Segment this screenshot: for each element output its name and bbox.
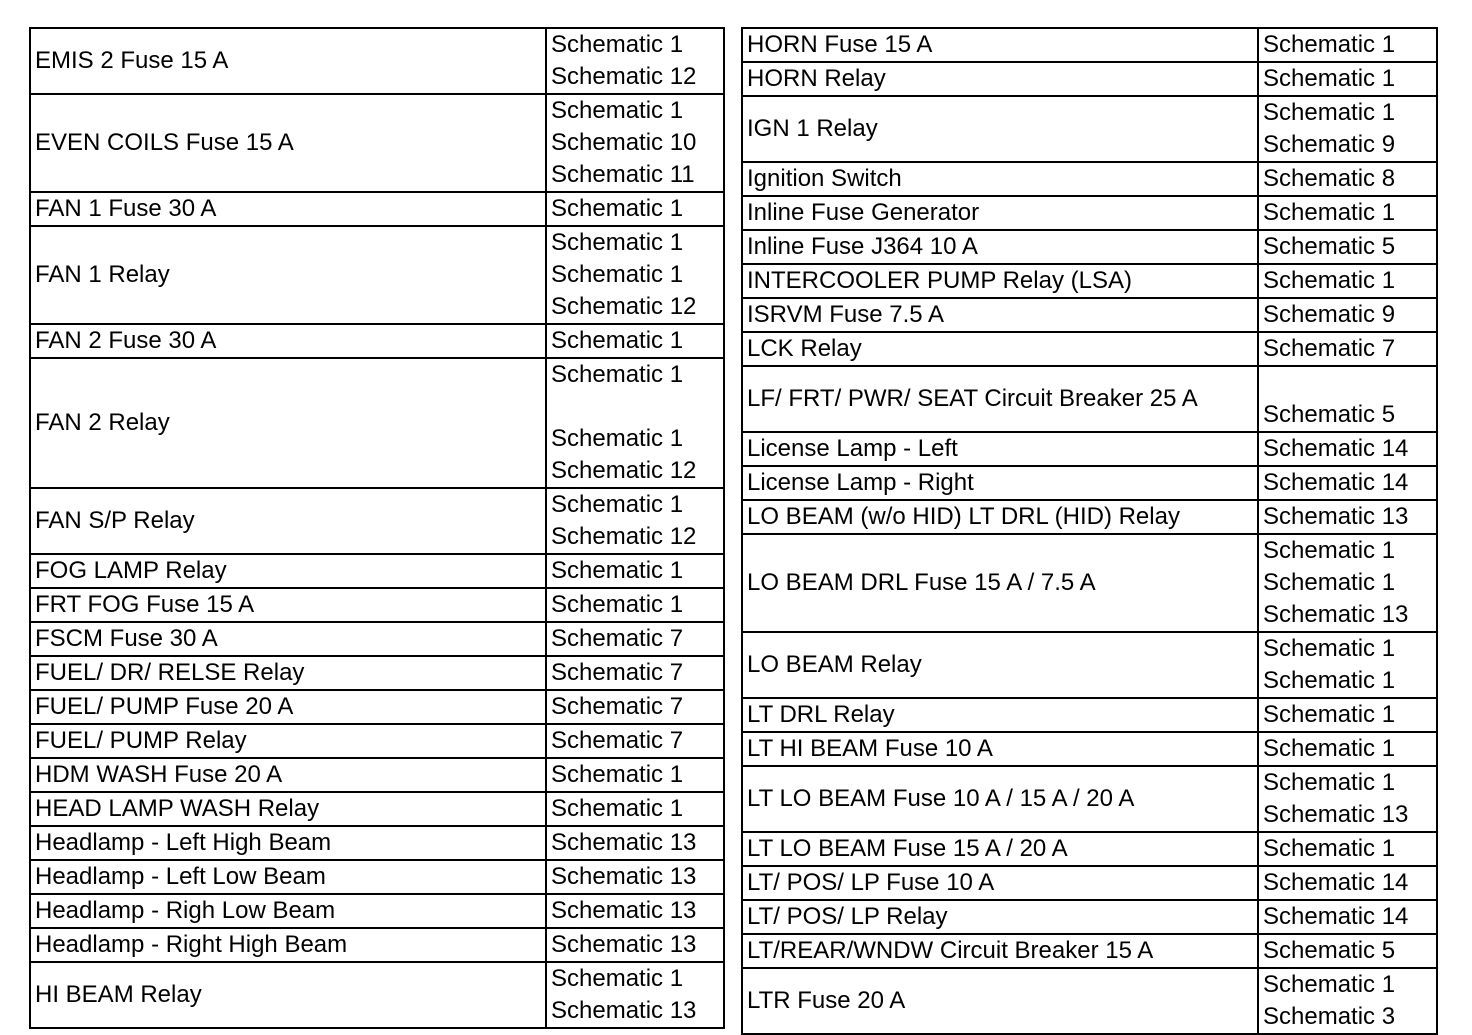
schematic-ref: Schematic 14 [1263,903,1409,930]
schematic-ref: Schematic 5 [1263,937,1396,964]
component-name: ISRVM Fuse 7.5 A [742,298,1258,332]
schematic-ref: Schematic 12 [551,457,697,484]
component-name: LT HI BEAM Fuse 10 A [742,732,1258,766]
component-name: IGN 1 Relay [742,96,1258,162]
schematic-ref: Schematic 1 [551,491,684,518]
schematic-ref: Schematic 1 [1263,667,1396,694]
component-name: Headlamp - Left High Beam [30,826,546,860]
table-row [30,860,724,894]
schematic-refs [546,94,724,192]
schematic-refs [1258,466,1437,500]
schematic-refs [546,488,724,554]
schematic-ref: Schematic 5 [1263,401,1396,428]
schematic-ref: Schematic 3 [1263,1003,1396,1030]
schematic-refs [1258,866,1437,900]
schematic-refs [546,758,724,792]
table-row [742,264,1437,298]
schematic-refs [546,724,724,758]
component-name: HORN Fuse 15 A [742,28,1258,62]
schematic-ref: Schematic 1 [551,591,684,618]
component-name: FRT FOG Fuse 15 A [30,588,546,622]
schematic-refs [1258,766,1437,832]
component-name: HDM WASH Fuse 20 A [30,758,546,792]
left-component-table [29,27,725,1029]
schematic-refs [546,588,724,622]
schematic-ref: Schematic 1 [1263,199,1396,226]
table-row [742,866,1437,900]
schematic-ref: Schematic 7 [1263,335,1396,362]
schematic-ref: Schematic 1 [1263,31,1396,58]
right-component-table [741,27,1438,1035]
component-name: Headlamp - Right High Beam [30,928,546,962]
table-row [742,466,1437,500]
table-row [30,358,724,488]
table-row [742,934,1437,968]
component-name: FUEL/ PUMP Fuse 20 A [30,690,546,724]
schematic-refs [546,860,724,894]
schematic-ref: Schematic 7 [551,693,684,720]
table-row [30,622,724,656]
component-name: FUEL/ DR/ RELSE Relay [30,656,546,690]
schematic-ref: Schematic 12 [551,63,697,90]
table-row [30,588,724,622]
component-name: Headlamp - Left Low Beam [30,860,546,894]
component-name: HI BEAM Relay [30,962,546,1028]
table-row [30,894,724,928]
schematic-ref: Schematic 1 [551,965,684,992]
component-name: LO BEAM Relay [742,632,1258,698]
table-row [30,324,724,358]
schematic-refs [546,622,724,656]
component-name: LF/ FRT/ PWR/ SEAT Circuit Breaker 25 A [742,366,1258,432]
schematic-ref: Schematic 1 [1263,735,1396,762]
component-name: LO BEAM (w/o HID) LT DRL (HID) Relay [742,500,1258,534]
schematic-ref: Schematic 1 [551,425,684,452]
schematic-refs [546,192,724,226]
table-row [742,500,1437,534]
schematic-refs [1258,732,1437,766]
table-row [30,724,724,758]
schematic-refs [1258,500,1437,534]
component-name: Inline Fuse Generator [742,196,1258,230]
component-name: HEAD LAMP WASH Relay [30,792,546,826]
schematic-refs [1258,28,1437,62]
table-row [30,792,724,826]
schematic-refs [546,554,724,588]
schematic-ref: Schematic 13 [551,931,697,958]
schematic-ref: Schematic 13 [551,897,697,924]
table-row [742,534,1437,632]
schematic-ref: Schematic 1 [1263,769,1396,796]
table-row [30,94,724,192]
schematic-ref: Schematic 7 [551,727,684,754]
table-row [742,230,1437,264]
schematic-ref: Schematic 7 [551,625,684,652]
schematic-refs [1258,332,1437,366]
schematic-ref: Schematic 1 [551,761,684,788]
schematic-ref: Schematic 14 [1263,869,1409,896]
component-name: LO BEAM DRL Fuse 15 A / 7.5 A [742,534,1258,632]
schematic-ref: Schematic 13 [1263,503,1409,530]
table-row [30,488,724,554]
schematic-refs [1258,934,1437,968]
schematic-ref: Schematic 1 [1263,537,1396,564]
table-row [742,298,1437,332]
schematic-refs [1258,264,1437,298]
component-name: FUEL/ PUMP Relay [30,724,546,758]
schematic-ref: Schematic 1 [1263,971,1396,998]
schematic-ref: Schematic 13 [551,863,697,890]
table-row [742,196,1437,230]
table-row [30,928,724,962]
component-name: FAN S/P Relay [30,488,546,554]
component-name: LT/ POS/ LP Relay [742,900,1258,934]
table-row [30,28,724,94]
schematic-refs [1258,62,1437,96]
schematic-ref [551,391,723,423]
schematic-ref: Schematic 1 [551,31,684,58]
table-row [30,690,724,724]
schematic-ref: Schematic 1 [1263,701,1396,728]
table-row [30,554,724,588]
component-name: EMIS 2 Fuse 15 A [30,28,546,94]
schematic-refs [546,894,724,928]
schematic-ref: Schematic 1 [551,195,684,222]
component-name: LTR Fuse 20 A [742,968,1258,1034]
schematic-refs [1258,230,1437,264]
component-name: EVEN COILS Fuse 15 A [30,94,546,192]
schematic-refs [1258,366,1437,432]
schematic-refs [546,928,724,962]
table-row [742,432,1437,466]
schematic-ref: Schematic 1 [551,361,684,388]
schematic-ref: Schematic 1 [1263,267,1396,294]
schematic-ref: Schematic 11 [551,161,695,188]
schematic-refs [546,792,724,826]
schematic-refs [1258,298,1437,332]
schematic-refs [1258,196,1437,230]
schematic-ref: Schematic 8 [1263,165,1396,192]
component-name: LT DRL Relay [742,698,1258,732]
table-row [742,28,1437,62]
schematic-refs [1258,96,1437,162]
table-row [742,332,1437,366]
schematic-refs [546,324,724,358]
component-name: LT/ POS/ LP Fuse 10 A [742,866,1258,900]
schematic-ref: Schematic 9 [1263,301,1396,328]
left-table-body [30,28,724,1028]
schematic-refs [546,358,724,488]
schematic-refs [546,962,724,1028]
schematic-ref: Schematic 12 [551,523,697,550]
component-name: LT LO BEAM Fuse 15 A / 20 A [742,832,1258,866]
schematic-ref: Schematic 1 [551,557,684,584]
component-name: FSCM Fuse 30 A [30,622,546,656]
schematic-ref [1263,367,1436,399]
schematic-refs [1258,900,1437,934]
schematic-refs [1258,534,1437,632]
schematic-ref: Schematic 13 [551,829,697,856]
component-name: FOG LAMP Relay [30,554,546,588]
table-row [742,732,1437,766]
table-row [742,766,1437,832]
schematic-refs [546,690,724,724]
schematic-ref: Schematic 12 [551,293,697,320]
table-row [742,62,1437,96]
table-row [742,96,1437,162]
schematic-ref: Schematic 1 [551,327,684,354]
component-name: Headlamp - Righ Low Beam [30,894,546,928]
schematic-ref: Schematic 1 [551,229,684,256]
table-row [742,832,1437,866]
component-name: LT LO BEAM Fuse 10 A / 15 A / 20 A [742,766,1258,832]
schematic-refs [546,28,724,94]
table-row [742,632,1437,698]
right-table-body [742,28,1437,1034]
schematic-ref: Schematic 10 [551,129,697,156]
component-name: INTERCOOLER PUMP Relay (LSA) [742,264,1258,298]
component-name: FAN 2 Fuse 30 A [30,324,546,358]
table-row [30,758,724,792]
component-name: Ignition Switch [742,162,1258,196]
schematic-ref: Schematic 1 [1263,99,1396,126]
component-name: LCK Relay [742,332,1258,366]
component-name: LT/REAR/WNDW Circuit Breaker 15 A [742,934,1258,968]
schematic-ref: Schematic 1 [1263,835,1396,862]
table-row [30,826,724,860]
table-row [30,192,724,226]
component-name: FAN 1 Relay [30,226,546,324]
schematic-refs [1258,832,1437,866]
schematic-ref: Schematic 1 [551,795,684,822]
schematic-ref: Schematic 1 [551,261,684,288]
schematic-ref: Schematic 13 [551,997,697,1024]
schematic-ref: Schematic 1 [1263,635,1396,662]
table-row [742,698,1437,732]
component-name: License Lamp - Right [742,466,1258,500]
component-name: License Lamp - Left [742,432,1258,466]
table-row [742,366,1437,432]
schematic-refs [1258,162,1437,196]
schematic-ref: Schematic 14 [1263,469,1409,496]
schematic-ref: Schematic 1 [1263,569,1396,596]
component-name: Inline Fuse J364 10 A [742,230,1258,264]
schematic-ref: Schematic 14 [1263,435,1409,462]
schematic-ref: Schematic 9 [1263,131,1396,158]
schematic-refs [546,656,724,690]
schematic-ref: Schematic 1 [1263,65,1396,92]
schematic-refs [1258,632,1437,698]
schematic-refs [1258,432,1437,466]
table-row [742,968,1437,1034]
schematic-refs [546,226,724,324]
table-row [30,962,724,1028]
schematic-refs [1258,968,1437,1034]
schematic-ref: Schematic 5 [1263,233,1396,260]
component-name: FAN 1 Fuse 30 A [30,192,546,226]
schematic-ref: Schematic 7 [551,659,684,686]
table-row [30,656,724,690]
table-row [30,226,724,324]
schematic-ref: Schematic 13 [1263,601,1409,628]
table-row [742,162,1437,196]
component-name: HORN Relay [742,62,1258,96]
schematic-refs [1258,698,1437,732]
schematic-refs [546,826,724,860]
schematic-ref: Schematic 1 [551,97,684,124]
table-row [742,900,1437,934]
component-name: FAN 2 Relay [30,358,546,488]
schematic-ref: Schematic 13 [1263,801,1409,828]
